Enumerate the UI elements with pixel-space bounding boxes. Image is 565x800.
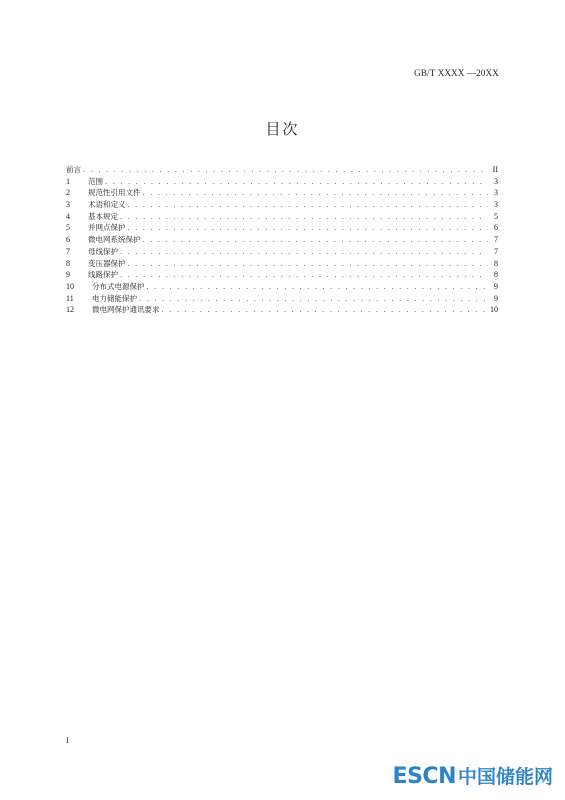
toc-entry-number: 10 bbox=[66, 281, 74, 291]
toc-entry[interactable] bbox=[66, 258, 498, 270]
toc-entry[interactable] bbox=[66, 176, 498, 188]
toc-entry-label: 变压器保护 bbox=[88, 258, 126, 268]
toc-leader-dots bbox=[139, 294, 488, 306]
toc-leader-dots bbox=[128, 223, 489, 235]
toc-entry-number: 9 bbox=[66, 270, 70, 280]
toc-entry-page: 8 bbox=[494, 270, 498, 280]
toc-entry-label: 分布式电源保护 bbox=[92, 281, 145, 291]
toc-entry-page: 3 bbox=[494, 200, 498, 210]
page-number: I bbox=[66, 736, 69, 745]
toc-leader-dots bbox=[120, 212, 488, 224]
toc-entry-number: 1 bbox=[66, 176, 70, 186]
toc-entry[interactable] bbox=[66, 269, 498, 281]
page-title: 目次 bbox=[265, 120, 300, 138]
toc-entry-label: 线路保护 bbox=[88, 270, 118, 280]
toc-leader-dots bbox=[147, 282, 489, 294]
toc-entry[interactable] bbox=[66, 304, 498, 316]
toc-entry[interactable] bbox=[66, 281, 498, 293]
toc-entry-number: 4 bbox=[66, 211, 70, 221]
toc-entry-label: 微电网系统保护 bbox=[88, 235, 141, 245]
toc-leader-dots bbox=[120, 247, 488, 259]
toc-leader-dots bbox=[120, 270, 488, 282]
toc-entry-page: 8 bbox=[494, 258, 498, 268]
toc-leader-dots bbox=[128, 259, 489, 271]
toc-entry-label: 母线保护 bbox=[88, 246, 118, 256]
toc-entry[interactable] bbox=[66, 246, 498, 258]
table-of-contents bbox=[66, 164, 498, 316]
toc-entry-number: 3 bbox=[66, 200, 70, 210]
toc-leader-dots bbox=[143, 235, 489, 247]
toc-entry-label: 范围 bbox=[88, 176, 103, 186]
toc-leader-dots bbox=[143, 188, 489, 200]
toc-entry-page: 9 bbox=[494, 293, 498, 303]
toc-entry-page: 5 bbox=[494, 211, 498, 221]
toc-entry-label: 微电网保护通讯要求 bbox=[92, 305, 160, 315]
toc-entry-number: 6 bbox=[66, 235, 70, 245]
toc-entry-page: 7 bbox=[494, 246, 498, 256]
toc-entry[interactable] bbox=[66, 211, 498, 223]
toc-leader-dots bbox=[105, 177, 488, 189]
toc-entry[interactable] bbox=[66, 199, 498, 211]
toc-leader-dots bbox=[128, 200, 489, 212]
toc-entry[interactable] bbox=[66, 187, 498, 199]
toc-entry-number: 8 bbox=[66, 258, 70, 268]
watermark-cjk: 中国储能网 bbox=[457, 766, 553, 788]
toc-entry[interactable] bbox=[66, 164, 498, 176]
toc-entry-number: 11 bbox=[66, 293, 74, 303]
toc-leader-dots bbox=[83, 165, 488, 177]
watermark-logo bbox=[393, 762, 553, 789]
toc-entry-number: 7 bbox=[66, 246, 70, 256]
toc-entry-page: II bbox=[492, 165, 498, 174]
toc-entry-label: 规范性引用文件 bbox=[88, 188, 141, 198]
toc-entry-label: 电力储能保护 bbox=[92, 293, 137, 303]
toc-entry[interactable] bbox=[66, 293, 498, 305]
toc-entry-number: 2 bbox=[66, 188, 70, 198]
toc-entry-number: 12 bbox=[66, 305, 74, 315]
toc-entry-label: 术语和定义 bbox=[88, 200, 126, 210]
toc-leader-dots bbox=[162, 305, 489, 317]
toc-entry[interactable] bbox=[66, 222, 498, 234]
toc-entry-page: 10 bbox=[490, 305, 498, 315]
toc-entry-page: 3 bbox=[494, 188, 498, 198]
toc-entry-page: 6 bbox=[494, 223, 498, 233]
toc-entry[interactable] bbox=[66, 234, 498, 246]
toc-entry-page: 7 bbox=[494, 235, 498, 245]
toc-entry-label: 前言 bbox=[66, 165, 81, 174]
watermark-latin: ESCN bbox=[392, 764, 456, 789]
toc-entry-number: 5 bbox=[66, 223, 70, 233]
standard-code: GB/T XXXX —20XX bbox=[414, 68, 499, 78]
toc-entry-label: 并网点保护 bbox=[88, 223, 126, 233]
toc-entry-label: 基本规定 bbox=[88, 211, 118, 221]
toc-entry-page: 9 bbox=[494, 281, 498, 291]
toc-entry-page: 3 bbox=[494, 176, 498, 186]
